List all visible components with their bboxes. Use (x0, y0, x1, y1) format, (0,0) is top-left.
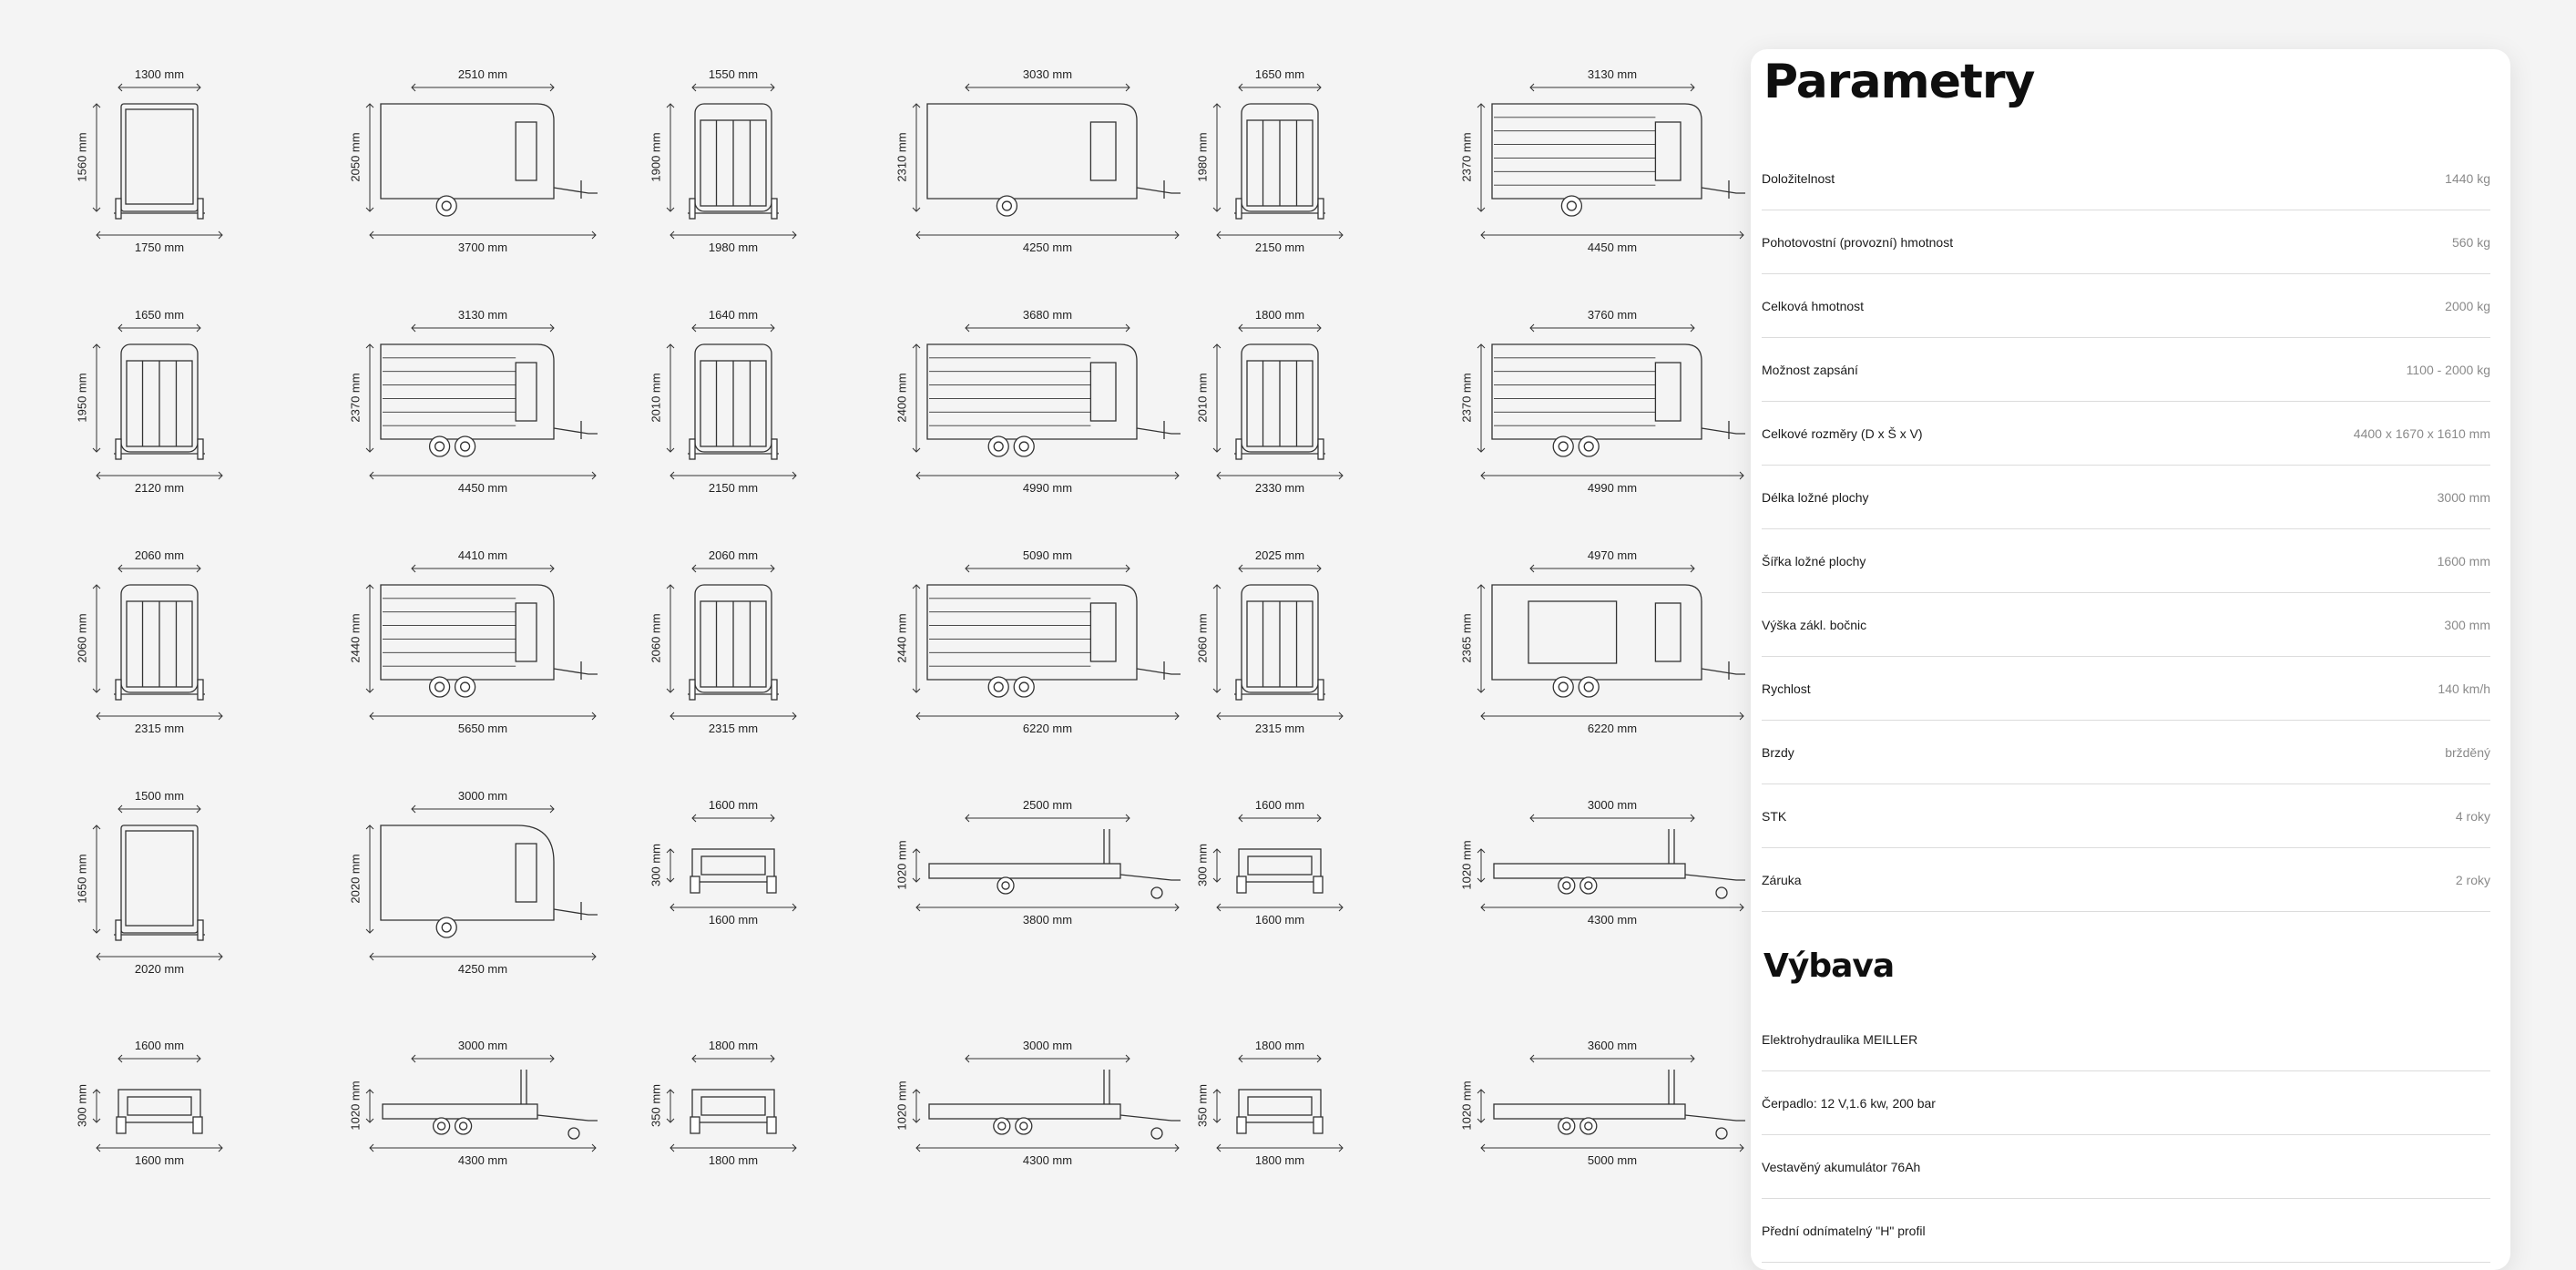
dimension-bottom-label: 3800 mm (1022, 913, 1073, 927)
trailer-drawing (1476, 64, 1749, 264)
trailer-drawing (1211, 64, 1348, 264)
dimension-top-label: 1650 mm (1254, 67, 1305, 81)
trailer-diagram (1195, 545, 1348, 745)
trailer-drawing (91, 304, 228, 505)
trailer-drawing (665, 785, 802, 986)
dimension-side-label: 1020 mm (894, 840, 909, 890)
trailer-diagram (894, 545, 1184, 745)
trailer-drawing (1211, 1026, 1348, 1226)
dimension-side-label: 1650 mm (75, 854, 89, 904)
dimension-bottom-label: 4300 mm (1587, 913, 1638, 927)
param-label: Výška zákl. bočnic (1762, 617, 1867, 632)
trailer-diagram (894, 64, 1184, 264)
dimension-top-label: 3030 mm (1022, 67, 1073, 81)
dimension-side-label: 2440 mm (348, 613, 363, 663)
trailer-drawing (91, 785, 228, 986)
param-label: Záruka (1762, 872, 1802, 887)
equipment-label: Vestavěný akumulátor 76Ah (1762, 1159, 1921, 1174)
dimension-side-label: 1020 mm (1459, 1081, 1474, 1131)
dimension-bottom-label: 6220 mm (1022, 722, 1073, 735)
trailer-drawing (911, 1026, 1184, 1226)
trailer-drawing (665, 1026, 802, 1226)
parameters-list (1762, 147, 2490, 912)
param-row (1762, 529, 2490, 593)
param-label: Celková hmotnost (1762, 298, 1865, 313)
dimension-bottom-label: 4300 mm (457, 1153, 508, 1167)
dimension-top-label: 3000 mm (457, 789, 508, 803)
param-label: Pohotovostní (provozní) hmotnost (1762, 234, 1954, 250)
trailer-diagram (348, 785, 601, 986)
parameters-panel (1751, 49, 2510, 1270)
dimension-bottom-label: 2120 mm (134, 481, 185, 495)
dimension-side-label: 2365 mm (1459, 613, 1474, 663)
trailer-drawing (91, 1026, 228, 1226)
dimension-side-label: 1980 mm (1195, 132, 1210, 182)
dimension-side-label: 2400 mm (894, 373, 909, 423)
param-label: Délka ložné plochy (1762, 489, 1869, 505)
param-value: 2000 kg (2445, 298, 2490, 313)
dimension-side-label: 1950 mm (75, 373, 89, 423)
trailer-diagram (348, 545, 601, 745)
trailer-drawing (911, 785, 1184, 986)
equipment-label: Elektrohydraulika MEILLER (1762, 1031, 1918, 1047)
dimension-bottom-label: 3700 mm (457, 241, 508, 254)
dimension-side-label: 2050 mm (348, 132, 363, 182)
dimension-top-label: 3680 mm (1022, 308, 1073, 322)
trailer-diagram (1195, 304, 1348, 505)
trailer-drawing (1476, 1026, 1749, 1226)
dimension-bottom-label: 4250 mm (1022, 241, 1073, 254)
param-value: 2 roky (2455, 872, 2490, 887)
dimension-side-label: 300 mm (649, 844, 663, 886)
dimension-bottom-label: 1980 mm (708, 241, 759, 254)
trailer-drawing (665, 64, 802, 264)
trailer-diagram (1195, 64, 1348, 264)
dimension-side-label: 2010 mm (649, 373, 663, 423)
dimension-side-label: 1900 mm (649, 132, 663, 182)
trailer-drawing (665, 304, 802, 505)
equipment-label: Čerpadlo: 12 V,1.6 kw, 200 bar (1762, 1095, 1936, 1111)
dimension-bottom-label: 5650 mm (457, 722, 508, 735)
param-row (1762, 210, 2490, 274)
trailer-diagram (649, 785, 802, 986)
param-row (1762, 593, 2490, 657)
param-label: Rychlost (1762, 681, 1811, 696)
dimension-bottom-label: 5000 mm (1587, 1153, 1638, 1167)
trailer-drawing (1476, 785, 1749, 986)
param-row (1762, 848, 2490, 912)
param-label: Doložitelnost (1762, 170, 1835, 186)
dimension-top-label: 3130 mm (1587, 67, 1638, 81)
dimension-side-label: 300 mm (75, 1084, 89, 1127)
dimension-top-label: 1550 mm (708, 67, 759, 81)
dimension-side-label: 2060 mm (75, 613, 89, 663)
dimension-side-label: 1020 mm (348, 1081, 363, 1131)
trailer-drawing (364, 304, 601, 505)
trailer-drawing (1476, 304, 1749, 505)
trailer-diagram (649, 545, 802, 745)
param-value: 560 kg (2451, 234, 2490, 250)
trailer-drawing (364, 785, 601, 986)
trailer-drawing (911, 304, 1184, 505)
trailer-drawing (91, 64, 228, 264)
dimension-bottom-label: 2330 mm (1254, 481, 1305, 495)
param-label: Brzdy (1762, 744, 1794, 760)
trailer-diagram (348, 64, 601, 264)
trailer-diagram (894, 1026, 1184, 1226)
dimension-side-label: 350 mm (649, 1084, 663, 1127)
dimension-top-label: 1800 mm (708, 1039, 759, 1052)
trailer-diagram (75, 64, 228, 264)
dimension-bottom-label: 2150 mm (1254, 241, 1305, 254)
trailer-diagram (75, 1026, 228, 1226)
dimension-bottom-label: 2315 mm (134, 722, 185, 735)
trailer-diagram (1459, 1026, 1749, 1226)
dimension-top-label: 1600 mm (1254, 798, 1305, 812)
param-value: 1600 mm (2437, 553, 2490, 568)
param-value: bržděný (2445, 744, 2490, 760)
dimension-side-label: 2370 mm (1459, 373, 1474, 423)
dimension-top-label: 5090 mm (1022, 548, 1073, 562)
trailer-drawing (364, 1026, 601, 1226)
dimension-top-label: 1650 mm (134, 308, 185, 322)
dimension-bottom-label: 6220 mm (1587, 722, 1638, 735)
param-value: 3000 mm (2437, 489, 2490, 505)
trailer-diagram (894, 304, 1184, 505)
dimension-bottom-label: 2150 mm (708, 481, 759, 495)
dimension-side-label: 2020 mm (348, 854, 363, 904)
dimension-top-label: 2025 mm (1254, 548, 1305, 562)
trailer-drawing (911, 64, 1184, 264)
param-label: Možnost zapsání (1762, 362, 1858, 377)
equipment-label: Přední odnímatelný "H" profil (1762, 1223, 1926, 1238)
dimension-bottom-label: 2315 mm (1254, 722, 1305, 735)
param-value: 300 mm (2444, 617, 2490, 632)
dimension-bottom-label: 4250 mm (457, 962, 508, 976)
trailer-diagram (1195, 785, 1348, 986)
trailer-drawing (91, 545, 228, 745)
dimension-bottom-label: 4990 mm (1587, 481, 1638, 495)
trailer-drawing (1211, 785, 1348, 986)
trailer-diagram (894, 785, 1184, 986)
equipment-item (1762, 1071, 2490, 1135)
dimension-side-label: 2370 mm (348, 373, 363, 423)
dimension-top-label: 3130 mm (457, 308, 508, 322)
param-row (1762, 338, 2490, 402)
param-row (1762, 784, 2490, 848)
dimension-bottom-label: 1600 mm (134, 1153, 185, 1167)
dimension-side-label: 1560 mm (75, 132, 89, 182)
trailer-drawing (364, 545, 601, 745)
trailer-drawing (665, 545, 802, 745)
dimension-side-label: 300 mm (1195, 844, 1210, 886)
dimension-top-label: 3000 mm (457, 1039, 508, 1052)
dimension-top-label: 1300 mm (134, 67, 185, 81)
dimension-top-label: 3760 mm (1587, 308, 1638, 322)
trailer-diagram (649, 1026, 802, 1226)
dimension-bottom-label: 1750 mm (134, 241, 185, 254)
dimension-side-label: 2440 mm (894, 613, 909, 663)
dimension-top-label: 3000 mm (1587, 798, 1638, 812)
dimension-top-label: 2500 mm (1022, 798, 1073, 812)
dimension-top-label: 1640 mm (708, 308, 759, 322)
dimension-top-label: 1600 mm (708, 798, 759, 812)
trailer-diagram (649, 304, 802, 505)
dimension-side-label: 2310 mm (894, 132, 909, 182)
trailer-diagram (1459, 64, 1749, 264)
dimension-bottom-label: 2315 mm (708, 722, 759, 735)
trailer-diagram (1459, 785, 1749, 986)
param-row (1762, 657, 2490, 721)
dimension-side-label: 2060 mm (649, 613, 663, 663)
dimension-bottom-label: 1600 mm (1254, 913, 1305, 927)
dimension-top-label: 2510 mm (457, 67, 508, 81)
dimension-side-label: 2060 mm (1195, 613, 1210, 663)
trailer-drawing (911, 545, 1184, 745)
dimension-bottom-label: 4450 mm (1587, 241, 1638, 254)
dimension-top-label: 2060 mm (134, 548, 185, 562)
dimension-bottom-label: 2020 mm (134, 962, 185, 976)
trailer-drawing (1211, 304, 1348, 505)
dimension-top-label: 4970 mm (1587, 548, 1638, 562)
param-label: STK (1762, 808, 1787, 824)
dimension-top-label: 3000 mm (1022, 1039, 1073, 1052)
dimension-bottom-label: 4300 mm (1022, 1153, 1073, 1167)
dimension-top-label: 3600 mm (1587, 1039, 1638, 1052)
dimension-side-label: 2010 mm (1195, 373, 1210, 423)
param-row (1762, 721, 2490, 784)
trailer-drawing (364, 64, 601, 264)
equipment-title: Výbava (1763, 947, 1895, 985)
param-value: 140 km/h (2438, 681, 2490, 696)
param-value: 4400 x 1670 x 1610 mm (2353, 425, 2490, 441)
dimension-top-label: 4410 mm (457, 548, 508, 562)
param-row (1762, 274, 2490, 338)
dimension-top-label: 1800 mm (1254, 1039, 1305, 1052)
trailer-drawing (1476, 545, 1749, 745)
equipment-item (1762, 1135, 2490, 1199)
dimension-top-label: 2060 mm (708, 548, 759, 562)
equipment-item (1762, 1199, 2490, 1263)
trailer-diagram (1195, 1026, 1348, 1226)
dimension-side-label: 1020 mm (894, 1081, 909, 1131)
dimension-top-label: 1500 mm (134, 789, 185, 803)
dimension-side-label: 2370 mm (1459, 132, 1474, 182)
param-row (1762, 466, 2490, 529)
equipment-list (1762, 1008, 2490, 1263)
trailer-diagram (348, 304, 601, 505)
dimension-bottom-label: 1800 mm (708, 1153, 759, 1167)
trailer-diagram (348, 1026, 601, 1226)
dimension-bottom-label: 1600 mm (708, 913, 759, 927)
param-value: 4 roky (2455, 808, 2490, 824)
dimension-top-label: 1800 mm (1254, 308, 1305, 322)
param-label: Celkové rozměry (D x Š x V) (1762, 425, 1923, 441)
param-label: Šířka ložné plochy (1762, 553, 1866, 568)
param-row (1762, 147, 2490, 210)
dimension-top-label: 1600 mm (134, 1039, 185, 1052)
param-value: 1440 kg (2445, 170, 2490, 186)
trailer-diagram (75, 545, 228, 745)
trailer-diagram (1459, 545, 1749, 745)
trailer-diagram (75, 304, 228, 505)
param-value: 1100 - 2000 kg (2406, 362, 2490, 377)
param-row (1762, 402, 2490, 466)
trailer-drawing (1211, 545, 1348, 745)
dimension-side-label: 350 mm (1195, 1084, 1210, 1127)
equipment-item (1762, 1008, 2490, 1071)
dimension-side-label: 1020 mm (1459, 840, 1474, 890)
parameters-title: Parametry (1763, 55, 2035, 109)
dimension-bottom-label: 1800 mm (1254, 1153, 1305, 1167)
dimension-bottom-label: 4450 mm (457, 481, 508, 495)
trailer-diagram (649, 64, 802, 264)
trailer-diagram (1459, 304, 1749, 505)
dimension-bottom-label: 4990 mm (1022, 481, 1073, 495)
trailer-diagram (75, 785, 228, 986)
